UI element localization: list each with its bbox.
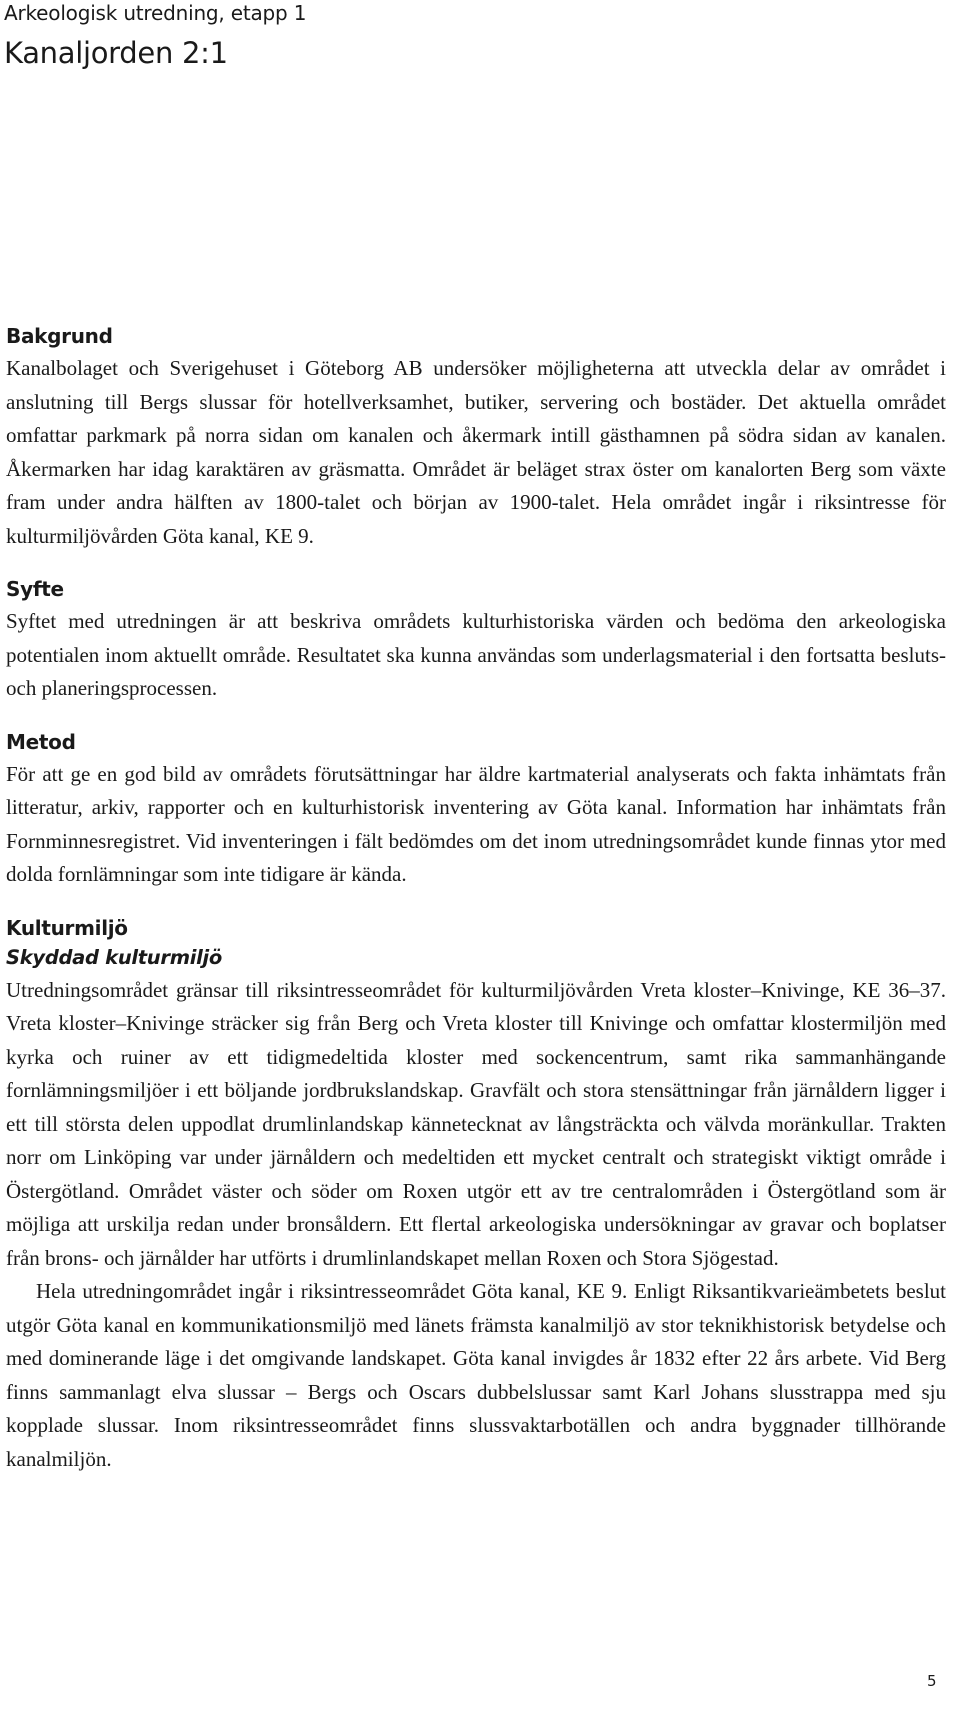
page-header	[4, 0, 944, 71]
paragraph-metod: För att ge en god bild av områdets förutsättningar har äldre kartmaterial analyserats och fakta inhämtats från litteratur, arkiv, rapporter och en kulturhistorisk inventering av Göta kanal. Information har inhämtats från Fornminnesregistret. Vid inventeringen i fält bedömdes om det inom utredningsområdet kunde finnas ytor med dolda fornlämningar som inte tidigare är kända.	[6, 761, 946, 886]
document-body	[6, 322, 946, 1498]
section-kulturmiljo	[6, 914, 946, 1477]
section-bakgrund	[6, 322, 946, 553]
subsection-heading-skyddad-kulturmiljo: Skyddad kulturmiljö	[6, 945, 222, 969]
section-metod	[6, 728, 946, 892]
paragraph-syfte: Syftet med utredningen är att beskriva områdets kulturhistoriska värden och bedöma den arkeologiska potentialen inom aktuellt område. Resultatet ska kunna användas som underlagsmaterial i den fortsatta besluts- och planeringsprocessen.	[6, 609, 946, 700]
section-heading-metod: Metod	[6, 729, 76, 754]
report-series-title: Arkeologisk utredning, etapp 1	[4, 1, 307, 25]
page-number: 5	[927, 1672, 937, 1690]
paragraph-kulturmiljo-2: Hela utredningområdet ingår i riksintresseområdet Göta kanal, KE 9. Enligt Riksantikvarieämbetets beslut utgör Göta kanal en kommunikationsmiljö med länets främsta kanalmiljö av stor teknikhistorisk betydelse och med dominerande läge i det omgivande landskapet. Göta kanal invigdes år 1832 efter 22 års arbete. Vid Berg finns sammanlagt elva slussar – Bergs och Oscars dubbelslussar samt Karl Johans slusstrappa med sju kopplade slussar. Inom riksintresseområdet finns slussvaktarbotällen och andra byggnader tillhörande kanalmiljön.	[6, 1279, 946, 1471]
report-title: Kanaljorden 2:1	[4, 36, 228, 70]
section-heading-kulturmiljo: Kulturmiljö	[6, 915, 128, 940]
section-syfte	[6, 575, 946, 706]
paragraph-kulturmiljo-1: Utredningsområdet gränsar till riksintresseområdet för kulturmiljövården Vreta kloster–Knivinge, KE 36–37. Vreta kloster–Knivinge sträcker sig från Berg och Vreta kloster till Knivinge och omfattar klostermiljön med kyrka och ruiner av ett tidigmedeltida kloster med sockencentrum, samt rika sammanhängande fornlämningsmiljöer i ett böljande jordbrukslandskap. Gravfält och stora stensättningar från järnåldern ligger i ett till största delen uppodlat drumlinlandskap kännetecknat av långsträckta och välvda moränkullar. Trakten norr om Linköping var under järnåldern och medeltiden ett mycket centralt och strategiskt viktigt område i Östergötland. Området väster och söder om Roxen utgör ett av tre centralområden i Östergötland som är möjliga att urskilja redan under bronsåldern. Ett flertal arkeologiska undersökningar av gravar och boplatser från brons- och järnålder har utförts i drumlinlandskapet mellan Roxen och Stora Sjögestad.	[6, 977, 946, 1270]
section-heading-bakgrund: Bakgrund	[6, 324, 113, 348]
section-heading-syfte: Syfte	[6, 577, 64, 601]
paragraph-bakgrund: Kanalbolaget och Sverigehuset i Göteborg AB undersöker möjligheterna att utveckla delar av området i anslutning till Bergs slussar för hotellverksamhet, butiker, servering och bostäder. Det aktuella området omfattar parkmark på norra sidan om kanalen och åkermark intill gästhamnen på södra sidan av kanalen. Åkermarken har idag karaktären av gräsmatta. Området är beläget strax öster om kanalorten Berg som växte fram under andra hälften av 1800-talet och början av 1900-talet. Hela området ingår i riksintresse för kulturmiljövården Göta kanal, KE 9.	[6, 356, 946, 548]
